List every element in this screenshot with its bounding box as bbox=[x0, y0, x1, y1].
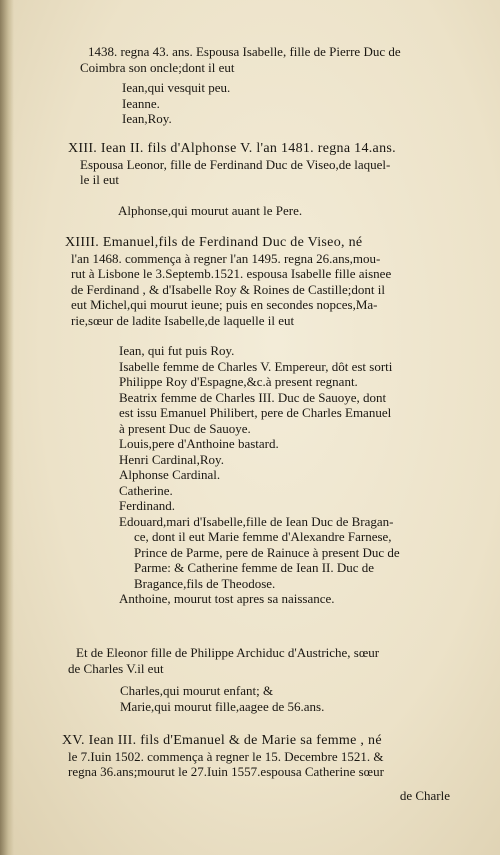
list-item: Charles,qui mourut enfant; & bbox=[120, 683, 274, 698]
list-item: Bragance,fils de Theodose. bbox=[134, 575, 276, 591]
section-14-text bbox=[65, 235, 490, 328]
list-item: Iean, qui fut puis Roy. bbox=[119, 343, 235, 358]
list-item: à present Duc de Sauoye. bbox=[119, 420, 251, 436]
text-line: Et de Eleonor fille de Philippe Archiduc d'Austriche, sœur bbox=[76, 645, 380, 660]
list-item: Iean,qui vesquit peu. bbox=[122, 80, 231, 95]
list-item: Anthoine, mourut tost apres sa naissance. bbox=[119, 591, 335, 606]
list-item: Alphonse,qui mourut auant le Pere. bbox=[118, 203, 303, 218]
list-item: Catherine. bbox=[119, 482, 173, 498]
text-line: le 7.Iuin 1502. commença à regner le 15. Decembre 1521. & bbox=[68, 748, 384, 764]
section-13-children bbox=[118, 203, 302, 219]
text-line: de Charles V.il eut bbox=[68, 660, 164, 676]
catchword-text: de Charle bbox=[399, 788, 450, 803]
text-line: Coimbra son oncle;dont il eut bbox=[80, 59, 235, 75]
section-heading: XIIII. Emanuel,fils de Ferdinand Duc de Viseo, né bbox=[65, 235, 363, 250]
list-item: Parme: & Catherine femme de Iean II. Duc de bbox=[134, 560, 375, 575]
list-item: Philippe Roy d'Espagne,&c.à present regnant. bbox=[119, 374, 358, 389]
text-line: rie,sœur de ladite Isabelle,de laquelle il eut bbox=[71, 312, 295, 328]
list-item: Isabelle femme de Charles V. Empereur, dôt est sorti bbox=[119, 358, 393, 374]
page-gutter-shadow bbox=[0, 0, 14, 855]
section-heading: XIII. Iean II. fils d'Alphonse V. l'an 1481. regna 14.ans. bbox=[68, 141, 396, 156]
section-12-text bbox=[80, 44, 488, 75]
section-14-second-marriage bbox=[68, 645, 490, 676]
text-line: le il eut bbox=[80, 172, 119, 187]
section-15-text bbox=[62, 733, 490, 780]
text-line: Espousa Leonor, fille de Ferdinand Duc de Viseo,de laquel- bbox=[80, 156, 391, 172]
list-item: Ieanne. bbox=[122, 95, 160, 111]
list-item: Louis,pere d'Anthoine bastard. bbox=[119, 436, 279, 451]
text-line: de Ferdinand , & d'Isabelle Roy & Roines de Castille;dont il bbox=[71, 281, 385, 297]
text-line: regna 36.ans;mourut le 27.Iuin 1557.espousa Catherine sœur bbox=[68, 764, 384, 779]
list-item: Iean,Roy. bbox=[122, 111, 172, 126]
list-item: Marie,qui mourut fille,aagee de 56.ans. bbox=[120, 698, 325, 714]
list-item: ce, dont il eut Marie femme d'Alexandre Farnese, bbox=[134, 529, 392, 544]
list-item: Alphonse Cardinal. bbox=[119, 467, 221, 482]
catchword bbox=[300, 788, 450, 804]
section-heading: XV. Iean III. fils d'Emanuel & de Marie sa femme , né bbox=[62, 733, 382, 748]
list-item: Henri Cardinal,Roy. bbox=[119, 451, 224, 467]
list-item: Beatrix femme de Charles III. Duc de Sauoye, dont bbox=[119, 389, 387, 405]
text-line: 1438. regna 43. ans. Espousa Isabelle, fille de Pierre Duc de bbox=[88, 44, 401, 59]
section-13-text bbox=[68, 141, 488, 188]
list-item: est issu Emanuel Philibert, pere de Charles Emanuel bbox=[119, 405, 392, 420]
section-14-second-children bbox=[120, 683, 324, 714]
text-line: eut Michel,qui mourut ieune; puis en secondes nopces,Ma- bbox=[71, 297, 378, 312]
list-item: Ferdinand. bbox=[119, 498, 175, 513]
text-line: l'an 1468. commença à regner l'an 1495. regna 26.ans,mou- bbox=[71, 250, 381, 266]
text-line: rut à Lisbone le 3.Septemb.1521. espousa Isabelle fille aisnee bbox=[71, 266, 392, 281]
section-12-children bbox=[122, 80, 230, 127]
list-item: Prince de Parme, pere de Rainuce à present Duc de bbox=[134, 544, 400, 560]
section-14-children bbox=[44, 343, 494, 607]
list-item: Edouard,mari d'Isabelle,fille de Iean Duc de Bragan- bbox=[119, 513, 394, 529]
